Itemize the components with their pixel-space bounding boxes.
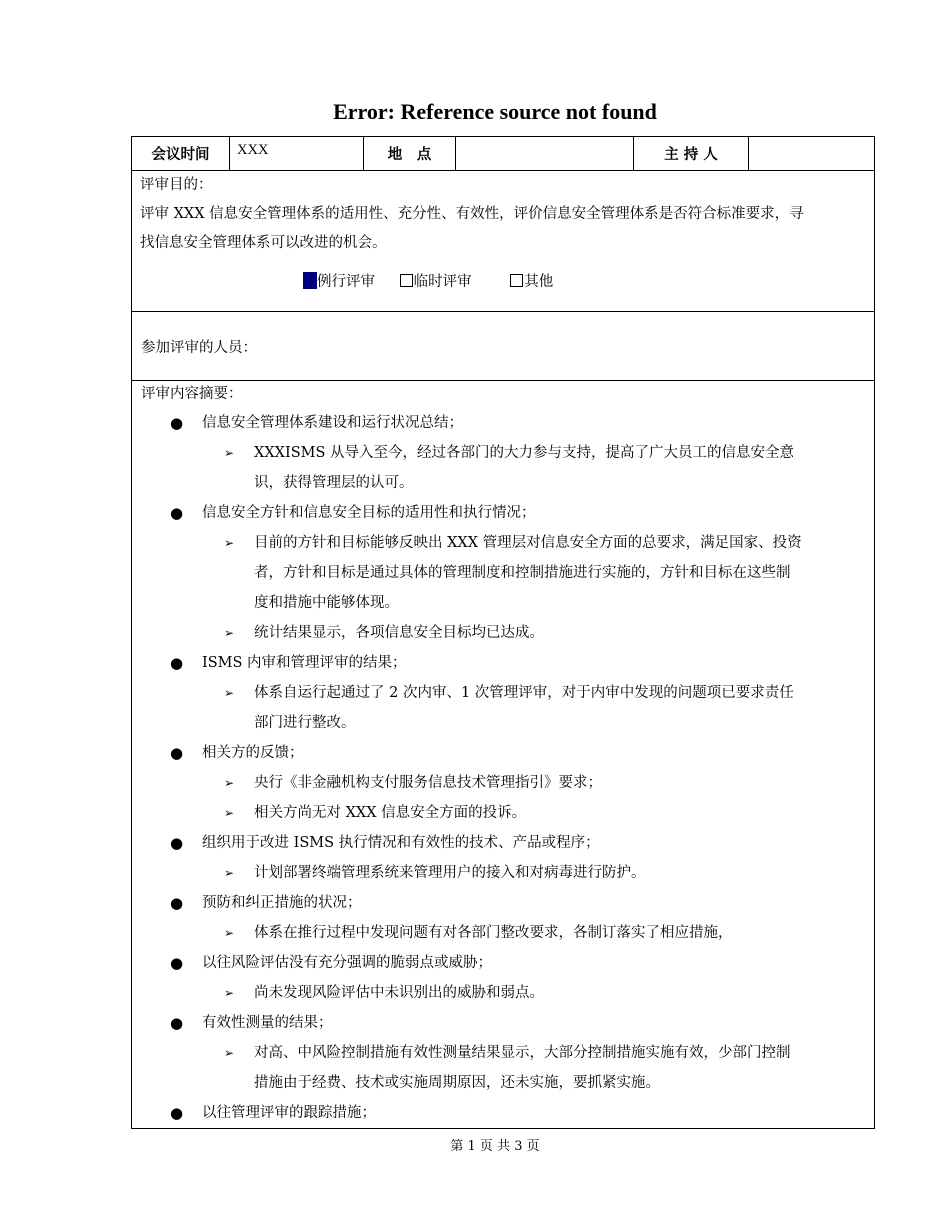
checked-box-icon (303, 272, 317, 289)
option-label: 临时评审 (413, 274, 472, 290)
location-label: 地 点 (364, 137, 456, 171)
arrow-bullet-icon: ➢ (224, 446, 235, 460)
arrow-bullet-icon: ➢ (224, 926, 235, 940)
summary-sub-item-line: 体系在推行过程中发现问题有对各部门整改要求，各制订落实了相应措施， (254, 925, 733, 941)
bullet-icon: ● (170, 954, 184, 972)
summary-row (132, 381, 875, 1129)
summary-sub-item-line: 相关方尚无对 XXX 信息安全方面的投诉。 (254, 805, 527, 821)
host-label: 主 持 人 (634, 137, 749, 171)
bullet-icon: ● (170, 744, 184, 762)
summary-item (141, 888, 865, 918)
arrow-bullet-icon: ➢ (224, 866, 235, 880)
summary-sub-item (141, 618, 865, 648)
summary-item (141, 1098, 865, 1128)
unchecked-box-icon (510, 274, 523, 287)
attendees-cell (132, 312, 875, 381)
summary-item-text: 预防和纠正措施的状况； (202, 895, 362, 911)
arrow-bullet-icon: ➢ (224, 986, 235, 1000)
summary-cell (132, 381, 875, 1129)
summary-sub-item (141, 858, 865, 888)
summary-item-text: 信息安全方针和信息安全目标的适用性和执行情况； (202, 505, 536, 521)
summary-sub-item-line: 体系自运行起通过了 2 次内审、1 次管理评审，对于内审中发现的问题项已要求责任 (254, 685, 794, 701)
option-routine-review[interactable] (303, 268, 375, 296)
summary-sub-item-line: 度和措施中能够体现。 (254, 595, 399, 611)
summary-sub-item (141, 798, 865, 828)
meeting-time-label: 会议时间 (132, 137, 230, 171)
summary-sub-item (141, 978, 865, 1008)
arrow-bullet-icon: ➢ (224, 626, 235, 640)
location-value (456, 137, 634, 171)
review-form-table (131, 136, 875, 1129)
summary-sub-item-line: 部门进行整改。 (254, 715, 356, 731)
arrow-bullet-icon: ➢ (224, 806, 235, 820)
bullet-icon: ● (170, 1014, 184, 1032)
summary-sub-item (141, 528, 865, 618)
summary-item-text: 相关方的反馈； (202, 745, 304, 761)
host-value (749, 137, 875, 171)
page-footer: 第 1 页 共 3 页 (450, 1139, 540, 1154)
summary-item (141, 408, 865, 438)
arrow-bullet-icon: ➢ (224, 776, 235, 790)
summary-sub-item-line: 目前的方针和目标能够反映出 XXX 管理层对信息安全方面的总要求，满足国家、投资 (254, 535, 802, 551)
bullet-icon: ● (170, 654, 184, 672)
summary-sub-item (141, 768, 865, 798)
bullet-icon: ● (170, 504, 184, 522)
summary-sub-item-line: 对高、中风险控制措施有效性测量结果显示，大部分控制措施实施有效，少部门控制 (254, 1045, 791, 1061)
summary-list (141, 408, 865, 1128)
summary-item (141, 648, 865, 678)
summary-sub-item (141, 678, 865, 738)
bullet-icon: ● (170, 834, 184, 852)
document-title: Error: Reference source not found (333, 99, 657, 124)
summary-item (141, 1008, 865, 1038)
summary-item-text: 以往管理评审的跟踪措施； (202, 1105, 376, 1121)
summary-sub-item (141, 438, 865, 498)
option-adhoc-review[interactable] (400, 268, 472, 296)
arrow-bullet-icon: ➢ (224, 536, 235, 550)
option-label: 其他 (524, 274, 554, 290)
summary-sub-item-line: 者，方针和目标是通过具体的管理制度和控制措施进行实施的，方针和目标在这些制 (254, 565, 791, 581)
summary-item (141, 948, 865, 978)
summary-sub-item-line: 尚未发现风险评估中未识别出的威胁和弱点。 (254, 985, 544, 1001)
option-label: 例行评审 (317, 274, 375, 290)
summary-label: 评审内容摘要： (141, 386, 243, 402)
purpose-text-line-2: 找信息安全管理体系可以改进的机会。 (140, 235, 387, 251)
summary-sub-item-line: 措施由于经费、技术或实施周期原因，还未实施，要抓紧实施。 (254, 1075, 660, 1091)
meeting-time-value: XXX (230, 137, 364, 171)
summary-item (141, 828, 865, 858)
summary-sub-item (141, 918, 865, 948)
summary-sub-item-line: 计划部署终端管理系统来管理用户的接入和对病毒进行防护。 (254, 865, 646, 881)
summary-sub-item-line: 央行《非金融机构支付服务信息技术管理指引》要求； (254, 775, 602, 791)
purpose-cell (132, 171, 875, 312)
purpose-text-line-1: 评审 XXX 信息安全管理体系的适用性、充分性、有效性，评价信息安全管理体系是否符合标准要求，寻 (140, 206, 804, 222)
summary-item-text: ISMS 内审和管理评审的结果； (202, 655, 407, 671)
unchecked-box-icon (400, 274, 413, 287)
summary-item-text: 有效性测量的结果； (202, 1015, 333, 1031)
arrow-bullet-icon: ➢ (224, 686, 235, 700)
bullet-icon: ● (170, 894, 184, 912)
summary-sub-item-line: 统计结果显示，各项信息安全目标均已达成。 (254, 625, 544, 641)
summary-sub-item (141, 1038, 865, 1098)
purpose-label: 评审目的： (140, 177, 213, 193)
bullet-icon: ● (170, 1104, 184, 1122)
summary-item (141, 738, 865, 768)
review-type-options (140, 268, 866, 296)
option-other[interactable] (510, 268, 553, 296)
summary-item-text: 以往风险评估没有充分强调的脆弱点或威胁； (202, 955, 492, 971)
summary-item-text: 信息安全管理体系建设和运行状况总结； (202, 415, 463, 431)
meeting-info-row (132, 137, 875, 171)
summary-sub-item-line: XXXISMS 从导入至今，经过各部门的大力参与支持，提高了广大员工的信息安全意 (254, 445, 795, 461)
attendees-row (132, 312, 875, 381)
summary-sub-item-line: 识，获得管理层的认可。 (254, 475, 414, 491)
bullet-icon: ● (170, 414, 184, 432)
summary-item-text: 组织用于改进 ISMS 执行情况和有效性的技术、产品或程序； (202, 835, 600, 851)
purpose-row (132, 171, 875, 312)
attendees-label: 参加评审的人员： (141, 339, 257, 356)
summary-item (141, 498, 865, 528)
arrow-bullet-icon: ➢ (224, 1046, 235, 1060)
